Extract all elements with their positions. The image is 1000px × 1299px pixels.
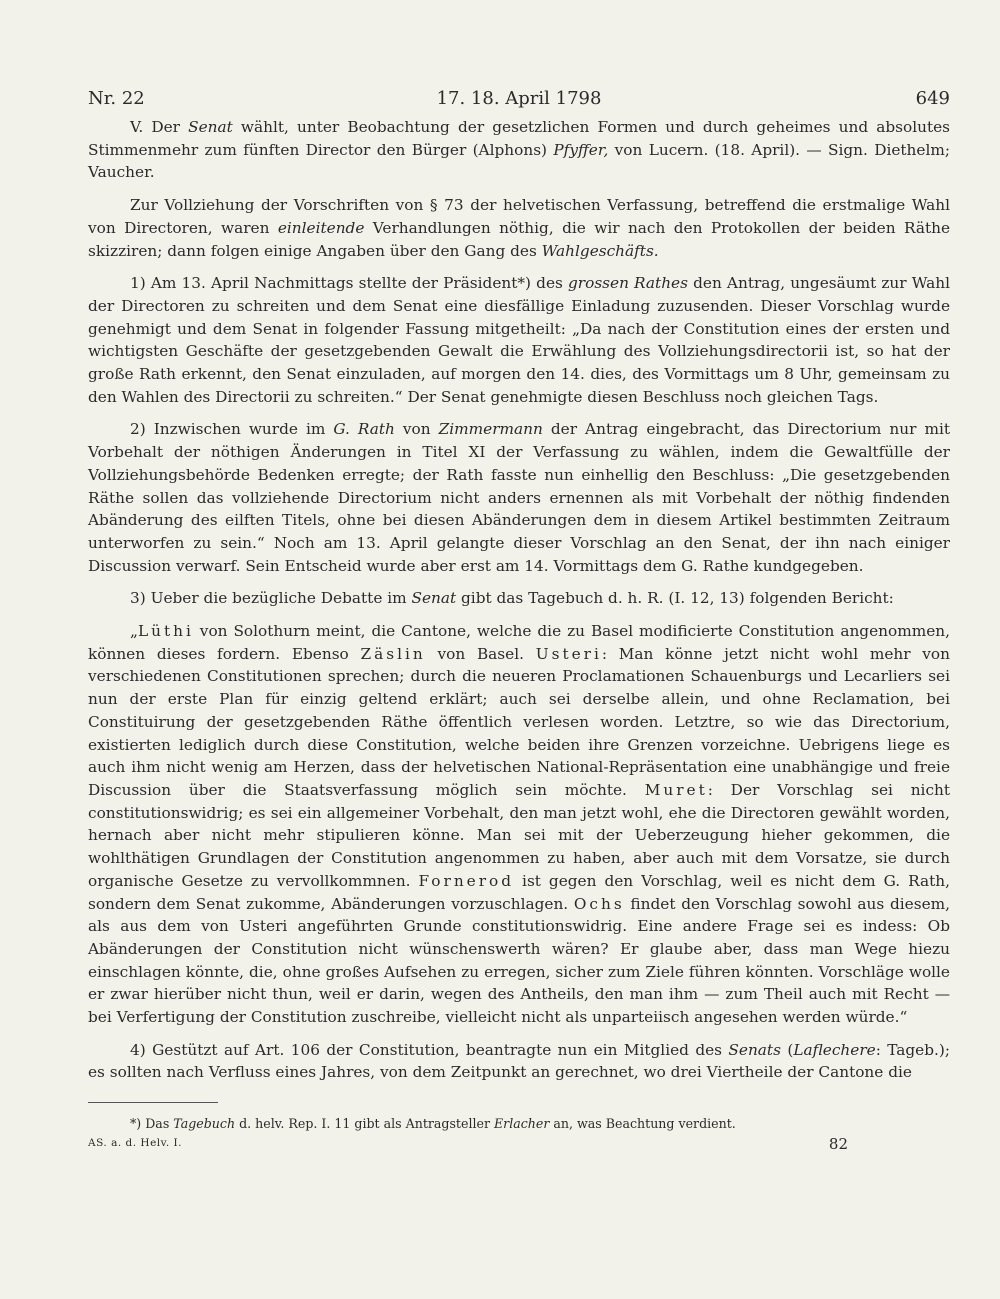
italic-span: Pfyffer,	[553, 140, 609, 159]
text-span: Verhandlungen nöthig, die wir nach den Protokollen der beiden Räthe skizziren; dann folgen einige Angaben über den Gang des	[88, 218, 950, 260]
speaker-name: Lüthi	[137, 622, 194, 641]
text-span: von Basel.	[425, 644, 536, 663]
footnote-divider	[88, 1102, 218, 1103]
text-span: 1) Am 13. April Nachmittags stellte der Präsident*) des	[130, 274, 568, 293]
text-span: : Man könne jetzt nicht wohl mehr von verschiedenen Constitutionen sprechen; durch die neueren Proclamationen Schauenburgs und Lecarliers sei nun der erste Plan für einzig geltend erklärt; auch sei derselbe allein, und ohne Reclamation, bei Constituirung der gesetzgebenden Räthe öffentlich verlesen worden. Letztre, so wie das Directorium, existierten lediglich durch diese Constitution, welche beiden ihre Grenzen vorzeichne. Uebrigens liege es auch ihm nicht wenig am Herzen, dass der helvetischen National-Repräsentation eine unabhängige und freie Discussion über die Staatsverfassung möglich sein möchte.	[88, 644, 950, 799]
printer-signature: AS. a. d. Helv. I.	[88, 1137, 182, 1150]
text-span: von Lucern. (18. April). — Sign. Diethelm; Vaucher.	[88, 140, 950, 182]
page-footer	[88, 1135, 950, 1157]
italic-span: Tagebuch	[173, 1116, 236, 1132]
text-span: d. helv. Rep. I. 11 gibt als Antragsteller	[235, 1116, 494, 1132]
text-span: gibt das Tagebuch d. h. R. (I. 12, 13) folgenden Bericht:	[456, 589, 894, 608]
italic-span: Laflechere	[793, 1040, 876, 1059]
text-span: wählt, unter Beobachtung der gesetzlichen Formen und durch geheimes und absolutes Stimmenmehr zum fünften Director den Bürger (Alphons)	[88, 118, 951, 159]
italic-span: Wahlgeschäfts.	[541, 241, 659, 260]
body-text	[88, 116, 950, 1084]
text-span: ist gegen den Vorschlag, weil es nicht dem G. Rath, sondern dem Senat zukomme, Abänderungen vorzuschlagen.	[88, 871, 951, 913]
italic-span: Senat	[411, 589, 457, 608]
paragraph-debate-quote	[88, 620, 950, 1029]
document-number: Nr. 22	[88, 88, 145, 109]
text-span: findet den Vorschlag sowohl aus diesem, als aus dem von Usteri angeführten Grunde constitutionswidrig. Eine andere Frage sei es indess: Ob Abänderungen der Constitution nicht wünschenswerth wären? Er glaube aber, dass man Wege hiezu einschlagen könnte, die, ohne großes Aufsehen zu erregen, sicher zum Ziele führen könnten. Vorschläge wolle er zwar hierüber nicht thun, weil er darin, wegen des Antheils, den man ihm — zum Theil auch mit Recht — bei Verfertigung der Constitution zuschreibe, vielleicht nicht als unparteiisch angesehen werden würde.“	[88, 894, 950, 1027]
header-date: 17. 18. April 1798	[436, 88, 602, 109]
speaker-name: Zäslin	[360, 644, 426, 663]
text-span: Zur Vollziehung der Vorschriften von § 73 der helvetischen Verfassung, betreffend die erstmalige Wahl von Directoren, waren	[88, 196, 950, 237]
paragraph-item-2	[88, 418, 950, 577]
footnote	[88, 1115, 950, 1133]
paragraph-item-4	[88, 1039, 950, 1084]
paragraph-item-1	[88, 272, 950, 408]
speaker-name: Ochs	[573, 894, 625, 913]
page-number: 649	[915, 88, 950, 109]
text-span: an, was Beachtung verdient.	[549, 1116, 736, 1132]
text-span: : Tageb.); es sollten nach Verfluss eines Jahres, von dem Zeitpunkt an gerechnet, wo drei Viertheile der Cantone die	[88, 1040, 950, 1082]
italic-span: Erlacher	[493, 1116, 550, 1132]
italic-span: grossen Rathes	[568, 274, 688, 293]
text-span: 2) Inzwischen wurde im	[130, 420, 334, 439]
italic-span: Zimmermann	[438, 420, 543, 439]
running-header	[88, 88, 950, 116]
text-span: V. Der	[130, 118, 189, 136]
text-span: *) Das	[130, 1116, 174, 1132]
speaker-name: Usteri	[535, 644, 602, 663]
sheet-number: 82	[828, 1135, 848, 1154]
text-span: von	[394, 420, 439, 439]
paragraph-introduction	[88, 194, 950, 262]
text-span: 3) Ueber die bezügliche Debatte im	[130, 589, 412, 608]
paragraph-item-3	[88, 587, 950, 610]
document-page	[88, 88, 950, 1157]
italic-span: G. Rath	[333, 420, 395, 439]
text-span: : Der Vorschlag sei nicht constitutionswidrig; es sei ein allgemeiner Vorbehalt, den man jetzt wohl, ehe die Directoren gewählt worden, hernach aber nicht mehr stipulieren könne. Man sei mit der Ueberzeugung hieher gekommen, die wohlthätigen Grundlagen der Constitution angenommen zu haben, aber auch mit dem Vorsatze, sie durch organische Gesetze zu vervollkommnen.	[88, 780, 951, 890]
italic-span: Senats	[728, 1040, 781, 1059]
quote-mark: „	[130, 622, 138, 641]
text-span: 4) Gestützt auf Art. 106 der Constitution, beantragte nun ein Mitglied des	[130, 1040, 729, 1059]
text-span: der Antrag eingebracht, das Directorium nur mit Vorbehalt der nöthigen Änderungen in Titel XI der Verfassung zu wählen, indem die Gewaltfülle der Vollziehungsbehörde Bedenken erregte; der Rath fasste nun einhellig den Beschluss: „Die gesetzgebenden Räthe sollen das vollziehende Directorium nicht anders ernennen als mit Vorbehalt der nöthig findenden Abänderung des eilften Titels, ohne bei diesen Abänderungen dem in diesem Artikel bestimmten Zeitraum unterworfen zu sein.“ Noch am 13. April gelangte dieser Vorschlag an den Senat, der ihn nach einiger Discussion verwarf. Sein Entscheid wurde aber erst am 14. Vormittags dem G. Rathe kundgegeben.	[88, 420, 951, 575]
italic-span: einleitende	[277, 218, 365, 237]
text-span: von Solothurn meint, die Cantone, welche die zu Basel modificierte Constitution angenommen, können dieses fordern. Ebenso	[88, 622, 950, 663]
paragraph-senate-vote	[88, 116, 950, 184]
text-span: (	[780, 1040, 794, 1059]
italic-span: Senat	[188, 118, 233, 136]
speaker-name: Muret	[644, 780, 708, 799]
speaker-name: Fornerod	[418, 871, 515, 890]
text-span: den Antrag, ungesäumt zur Wahl der Directoren zu schreiten und dem Senat eine diesfällige Einladung zuzusenden. Dieser Vorschlag wurde genehmigt und dem Senat in folgender Fassung mitgetheilt: „Da nach der Constitution eines der ersten und wichtigsten Geschäfte der gesetzgebenden Gewalt die Erwählung des Vollziehungsdirectorii ist, so hat der große Rath erkennt, den Senat einzuladen, auf morgen den 14. dies, des Vormittags um 8 Uhr, gemeinsam zu den Wahlen des Directorii zu schreiten.“ Der Senat genehmigte diesen Beschluss noch gleichen Tags.	[88, 274, 950, 406]
